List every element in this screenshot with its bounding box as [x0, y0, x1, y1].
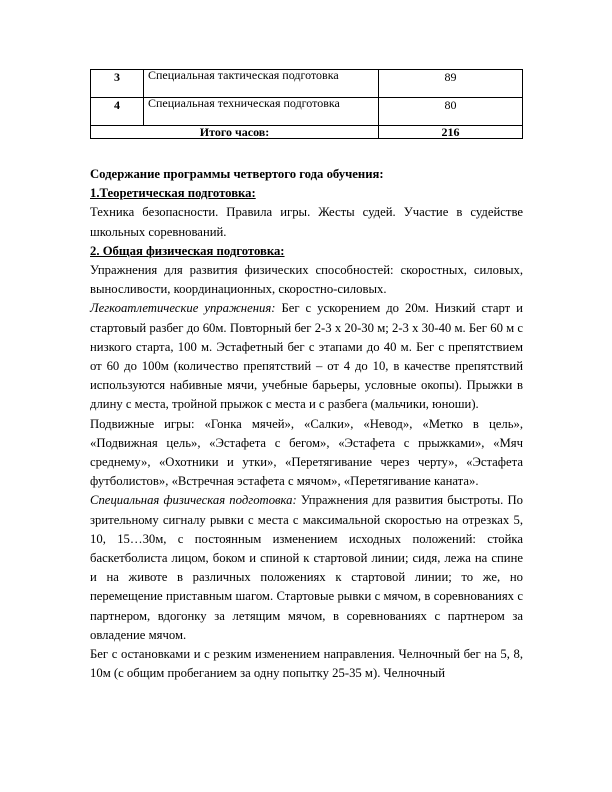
- section-title: Содержание программы четвертого года обучения:: [90, 167, 384, 181]
- table-total-row: [91, 126, 523, 139]
- row-hours: 80: [379, 98, 523, 126]
- row-number: 3: [91, 70, 144, 98]
- general-physical-intro: Упражнения для развития физических способностей: скоростных, силовых, выносливости, координационных, скоростно-силовых.: [90, 263, 523, 297]
- total-label: Итого часов:: [91, 126, 379, 139]
- special-label: Специальная физическая подготовка:: [90, 493, 297, 508]
- theory-text: Техника безопасности. Правила игры. Жесты судей. Участие в судействе школьных соревнований.: [90, 205, 523, 239]
- special-text: Упражнения для развития быстроты. По зрительному сигналу рывки с места с максимальной скоростью на отрезках 5, 10, 15…30м, с постоянным изменением исходных положений: стойка баскетболиста лицом, боком и спиной к стартовой линии; сидя, лежа на спине и на животе в различных положениях к стартовой линии; то же, но перемещение приставным шагом. Стартовые рывки с мячом, в соревнованиях с партнером, вдогонку за летящим мячом, в соревнованиях с партнером за овладение мячом.: [90, 493, 523, 642]
- row-hours: 89: [379, 70, 523, 98]
- shuttle-paragraph: Бег с остановками и с резким изменением направления. Челночный бег на 5, 8, 10м (с общим пробеганием за одну попытку 25-35 м). Челночный: [90, 647, 523, 681]
- athletic-label: Легкоатлетические упражнения:: [90, 301, 276, 316]
- games-paragraph: Подвижные игры: «Гонка мячей», «Салки», «Невод», «Метко в цель», «Подвижная цель», «Эстафета с бегом», «Эстафета с прыжками», «Мяч среднему», «Охотники и утки», «Перетягивание через черту», «Эстафета футболистов», «Встречная эстафета с мячом», «Перетягивание каната».: [90, 416, 523, 489]
- special-paragraph: [90, 491, 523, 645]
- theory-heading: 1.Теоретическая подготовка:: [90, 186, 256, 201]
- row-name: Специальная техническая подготовка: [144, 98, 379, 126]
- athletic-text: Бег с ускорением до 20м. Низкий старт и стартовый разбег до 60м. Повторный бег 2-3 х 20-30 м; 2-3 х 30-40 м. Бег 60 м с низкого старта, 100 м. Эстафетный бег с этапами до 40 м. Бег с препятствием от 60 до 100м (количество препятствий – от 4 до 10, в качестве препятствий используются набивные мячи, учебные барьеры, условные окопы). Прыжки в длину с места, тройной прыжок с места и с разбега (мальчики, юноши).: [90, 301, 523, 412]
- row-number: 4: [91, 98, 144, 126]
- table-row: [91, 70, 523, 98]
- document-body: [90, 165, 523, 683]
- table-row: [91, 98, 523, 126]
- row-name: Специальная тактическая подготовка: [144, 70, 379, 98]
- athletic-paragraph: [90, 299, 523, 414]
- general-physical-heading: 2. Общая физическая подготовка:: [90, 243, 285, 258]
- hours-table: [90, 69, 523, 139]
- total-value: 216: [379, 126, 523, 139]
